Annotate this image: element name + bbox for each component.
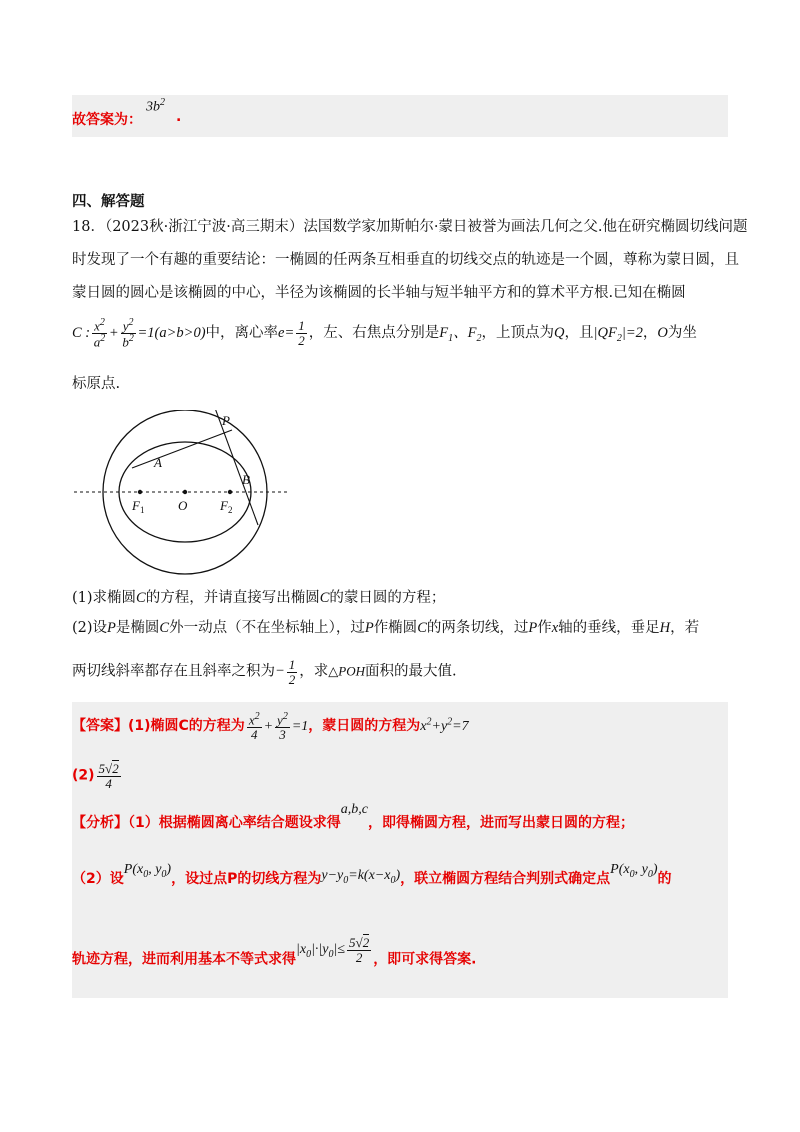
analysis-text: ，即得椭圆方程，进而写出蒙日圆的方程； [367,815,634,831]
origin-o: O [657,324,668,341]
point-p-coords: $P(x_0$, $y_0$) [610,862,658,880]
problem-source: （2023秋·浙江宁波·高三期末） [104,219,304,235]
analysis-text: 的 [657,871,672,887]
q2-text: (2)设 [72,620,108,636]
label-a: A [154,455,162,470]
monge-circle-figure [70,410,300,580]
analysis-text: （2）设 [72,871,124,887]
abc-vars: a,b,c [340,802,368,817]
slope-product: − $\frac{1}{2}$ [275,657,296,687]
label-f2: $F_2$ [220,498,233,515]
c-var: C [136,590,146,606]
monge-circle-equation: $x^2+y^2=7$ [420,716,469,735]
ellipse-answer-equation: $\frac{x^2}{4}$ + $\frac{y^2}{3}$ =1 [248,711,309,742]
text-seg: ，左、右焦点分别是 [308,324,440,341]
problem-line-1 [72,215,748,236]
triangle-poh: △POH [328,663,366,679]
label-p: P [222,413,230,428]
answer-text: ，蒙日圆的方程为 [308,718,421,735]
ellipse-equation: C : $\frac{x^2}{a^2}$ + $\frac{y^2}{b^2}$ =1(a>b>0) [72,317,206,350]
q2-text: 面积的最大值. [365,663,457,680]
q2-text: ，求 [299,663,329,680]
analysis-text: ，即可求得答案. [373,951,477,968]
tangent-line-pa [132,430,232,468]
analysis-text: 轨迹方程，进而利用基本不等式求得 [72,951,296,968]
text-seg: ，上顶点为 [481,324,554,341]
label-o: O [178,498,188,513]
analysis-text: ，设过点P的切线方程为 [171,871,322,887]
previous-answer-prefix: 故答案为： [72,112,142,128]
analysis-text: （1）根据椭圆离心率结合题设求得 [128,815,341,831]
text-seg: ， [642,324,658,341]
section-heading: 四、解答题 [72,194,145,210]
text-seg: 为坐 [667,324,697,341]
analysis-text: ，联立椭圆方程结合判别式确定点 [400,871,611,887]
point-o [183,490,187,494]
q1-text: 的方程，并请直接写出椭圆 [145,590,320,606]
point-f2 [228,490,232,494]
answer-line-2 [72,762,123,790]
max-area-value: $\frac{5√2}{4}$ [98,761,119,791]
p-var: P [107,620,116,636]
foci-names: $F_1$、$F_2$ [439,324,482,344]
q1-text: 的蒙日圆的方程； [329,590,446,606]
analysis-line-3 [72,935,477,974]
q2-text: ，若 [670,620,700,636]
previous-answer-suffix: . [176,109,182,125]
c-var: C [319,590,330,606]
problem-line-5: 标原点. [72,376,121,392]
point-f1 [138,490,142,494]
p-var: P [364,620,374,636]
p-var: P [528,620,538,636]
q2-text: 的两条切线，过 [426,620,529,636]
x-var: x [551,620,559,636]
c-var: C [417,620,427,636]
q2-text: 作椭圆 [373,620,418,636]
previous-answer-box [72,95,728,137]
tangent-line-equation: $y-y_0=k(x-x_0)$ [321,868,401,886]
vertex-q: Q [554,324,565,341]
qf2-expr: $|QF_2|=2$ [593,324,643,344]
answer-line-1 [72,712,469,742]
point-p-coords: $P(x_0$, $y_0$) [123,862,172,880]
q1-text: (1)求椭圆 [72,590,137,606]
answer-text: (1)椭圆C的方程为 [128,718,245,735]
problem-line-2: 时发现了一个有趣的重要结论：一椭圆的任两条互相垂直的切线交点的轨迹是一个圆，尊称为蒙日圆，且 [72,252,739,268]
h-var: H [659,620,671,636]
label-f1: $F_1$ [132,498,145,515]
analysis-line-1 [72,802,634,832]
analysis-line-2 [72,862,672,890]
text-seg: ，且 [564,324,594,341]
answer-text: (2) [72,767,95,784]
q2-text: 是椭圆 [115,620,160,636]
analysis-tag: 【分析】 [72,815,128,831]
inequality-expr: $|x_0|\cdot|y_0|\le$ $\frac{5√2}{2}$ [296,935,370,965]
previous-answer-expression: $3b^2$ [146,97,165,115]
question-1 [72,586,445,607]
eccentricity-expr: e= $\frac{1}{2}$ [278,318,305,348]
label-b: B [242,472,250,487]
answer-tag: 【答案】 [72,718,128,735]
q2-text: 两切线斜率都存在且斜率之积为 [72,663,275,680]
text-seg: 中，离心率 [205,324,279,341]
problem-number: 18． [72,219,105,235]
problem-intro: 法国数学家加斯帕尔·蒙日被誉为画法几何之父.他在研究椭圆切线问题 [303,219,748,235]
question-2-line-2 [72,658,457,686]
problem-line-4 [72,318,697,349]
question-2-line-1 [72,616,699,637]
q2-text: 外一动点（不在坐标轴上），过 [169,620,365,636]
q2-text: 作 [537,620,552,636]
c-var: C [159,620,170,636]
problem-line-3: 蒙日圆的圆心是该椭圆的中心，半径为该椭圆的长半轴与短半轴平方和的算术平方根.已知在椭圆 [72,285,686,301]
q2-text: 轴的垂线，垂足 [558,620,660,636]
